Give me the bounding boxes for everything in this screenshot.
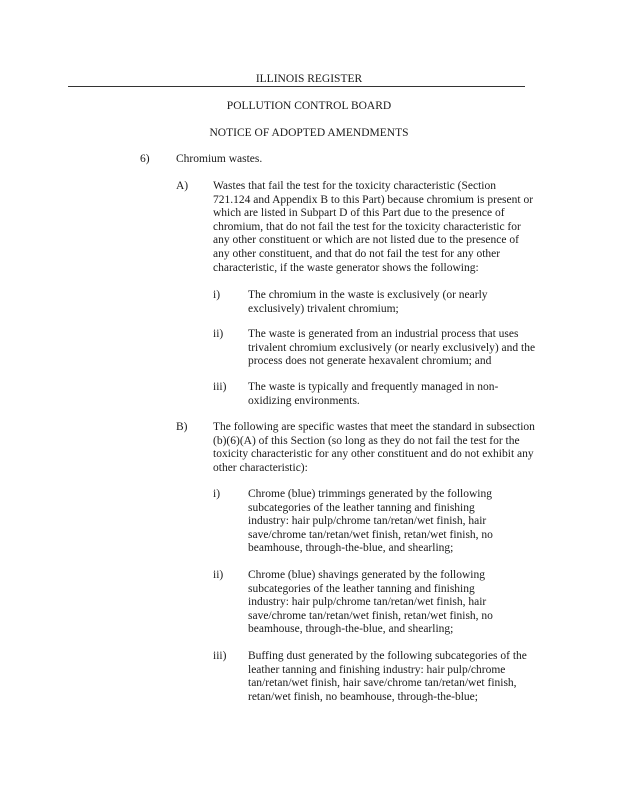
a-item-text: The waste is generated from an industrial process that uses trivalent chromium exclusively (or nearly exclusively) and the process does not generate hexavalent chromium; and bbox=[248, 328, 536, 368]
b-item-text: Chrome (blue) shavings generated by the following subcategories of the leather tanning and finishing industry: hair pulp/chrome tan/retan/wet finish, hair save/chrome tan/retan/wet finish, retan/wet finish, no beamhouse, through-the-blue, and shearling; bbox=[248, 569, 493, 636]
notice-title: NOTICE OF ADOPTED AMENDMENTS bbox=[209, 127, 409, 139]
subsection-a-label: A) bbox=[176, 180, 189, 192]
a-item-label: iii) bbox=[213, 381, 227, 393]
a-item-text: The waste is typically and frequently managed in non-oxidizing environments. bbox=[248, 381, 499, 407]
section-number: 6) bbox=[140, 153, 150, 165]
subsection-b-text: The following are specific wastes that meet the standard in subsection (b)(6)(A) of this Section (so long as they do not fail the test for the toxicity characteristic for any other constituent and do not exhibit any other characteristic): bbox=[213, 421, 535, 474]
b-item-label: iii) bbox=[213, 650, 227, 662]
agency-title: POLLUTION CONTROL BOARD bbox=[226, 100, 392, 112]
section-title: Chromium wastes. bbox=[176, 153, 263, 165]
b-item-text: Chrome (blue) trimmings generated by the following subcategories of the leather tanning and finishing industry: hair pulp/chrome tan/retan/wet finish, hair save/chrome tan/retan/wet finish, retan/wet finish, no beamhouse, through-the-blue, and shearling; bbox=[248, 488, 493, 555]
b-item-label: ii) bbox=[213, 569, 224, 581]
b-item-text: Buffing dust generated by the following subcategories of the leather tanning and finishing industry: hair pulp/chrome tan/retan/wet finish, hair save/chrome tan/retan/wet finish, retan/wet finish, no beamhouse, through-the-blue; bbox=[248, 650, 527, 703]
a-item-label: i) bbox=[213, 289, 221, 301]
b-item-label: i) bbox=[213, 488, 221, 500]
subsection-b-label: B) bbox=[176, 421, 188, 433]
register-title: ILLINOIS REGISTER bbox=[255, 73, 363, 85]
a-item-label: ii) bbox=[213, 328, 224, 340]
subsection-a-text: Wastes that fail the test for the toxicity characteristic (Section 721.124 and Appendix B to this Part) because chromium is present or which are listed in Subpart D of this Part due to the presence of chromium, that do not fail the test for the toxicity characteristic for any other constituent or which are not listed due to the presence of any other constituent, and that do not fail the test for any other characteristic, if the waste generator shows the following: bbox=[213, 180, 534, 274]
a-item-text: The chromium in the waste is exclusively (or nearly exclusively) trivalent chromium; bbox=[248, 289, 488, 315]
